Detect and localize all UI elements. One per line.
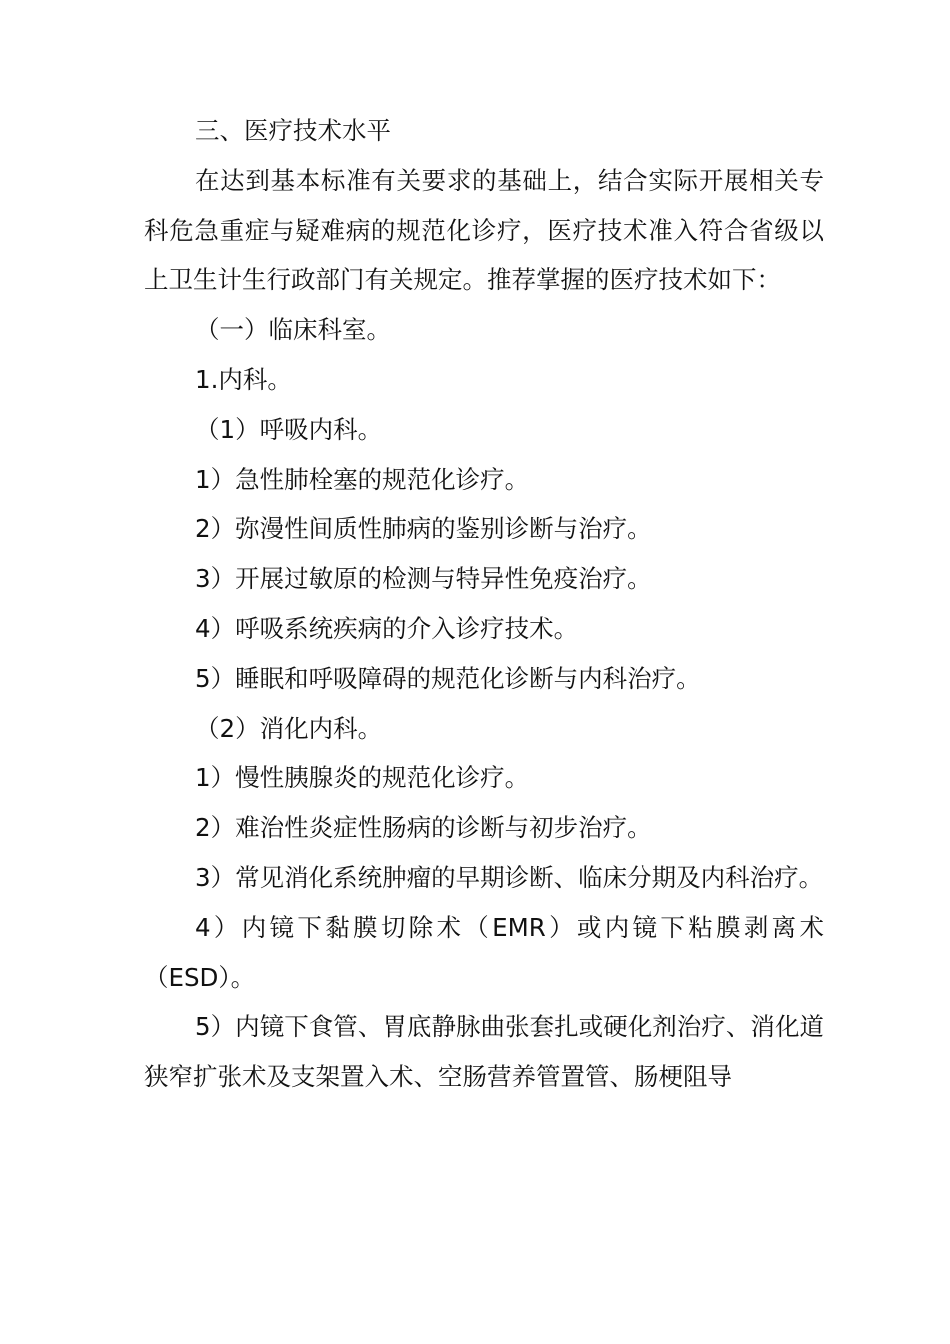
paragraph-gastro-item-2: 2）难治性炎症性肠病的诊断与初步治疗。 xyxy=(195,813,652,843)
paragraph-gastro: （2）消化内科。 xyxy=(195,713,383,743)
paragraph-gastro-item-5: 5）内镜下食管、胃底静脉曲张套扎或硬化剂治疗、消化道狭窄扩张术及支架置入术、空肠营养管置管、肠梗阻导 xyxy=(144,1012,824,1092)
paragraph-resp-item-1: 1）急性肺栓塞的规范化诊疗。 xyxy=(195,464,530,494)
paragraph-resp-item-2: 2）弥漫性间质性肺病的鉴别诊断与治疗。 xyxy=(195,514,652,544)
document-body xyxy=(144,106,824,1102)
paragraph-respiratory: （1）呼吸内科。 xyxy=(195,414,383,444)
paragraph-resp-item-5: 5）睡眠和呼吸障碍的规范化诊断与内科治疗。 xyxy=(195,663,701,693)
paragraph-intro: 在达到基本标准有关要求的基础上，结合实际开展相关专科危急重症与疑难病的规范化诊疗，医疗技术准入符合省级以上卫生计生行政部门有关规定。推荐掌握的医疗技术如下： xyxy=(144,165,824,295)
paragraph-gastro-item-4: 4）内镜下黏膜切除术（EMR）或内镜下粘膜剥离术（ESD）。 xyxy=(144,912,824,992)
paragraph-gastro-item-1: 1）慢性胰腺炎的规范化诊疗。 xyxy=(195,763,530,793)
paragraph-resp-item-4: 4）呼吸系统疾病的介入诊疗技术。 xyxy=(195,613,579,643)
paragraph-internal-medicine: 1.内科。 xyxy=(195,364,292,394)
section-heading: 三、医疗技术水平 xyxy=(195,116,391,145)
paragraph-gastro-item-3: 3）常见消化系统肿瘤的早期诊断、临床分期及内科治疗。 xyxy=(195,862,824,892)
paragraph-clinical-departments: （一）临床科室。 xyxy=(195,315,391,345)
paragraph-resp-item-3: 3）开展过敏原的检测与特异性免疫治疗。 xyxy=(195,564,652,594)
